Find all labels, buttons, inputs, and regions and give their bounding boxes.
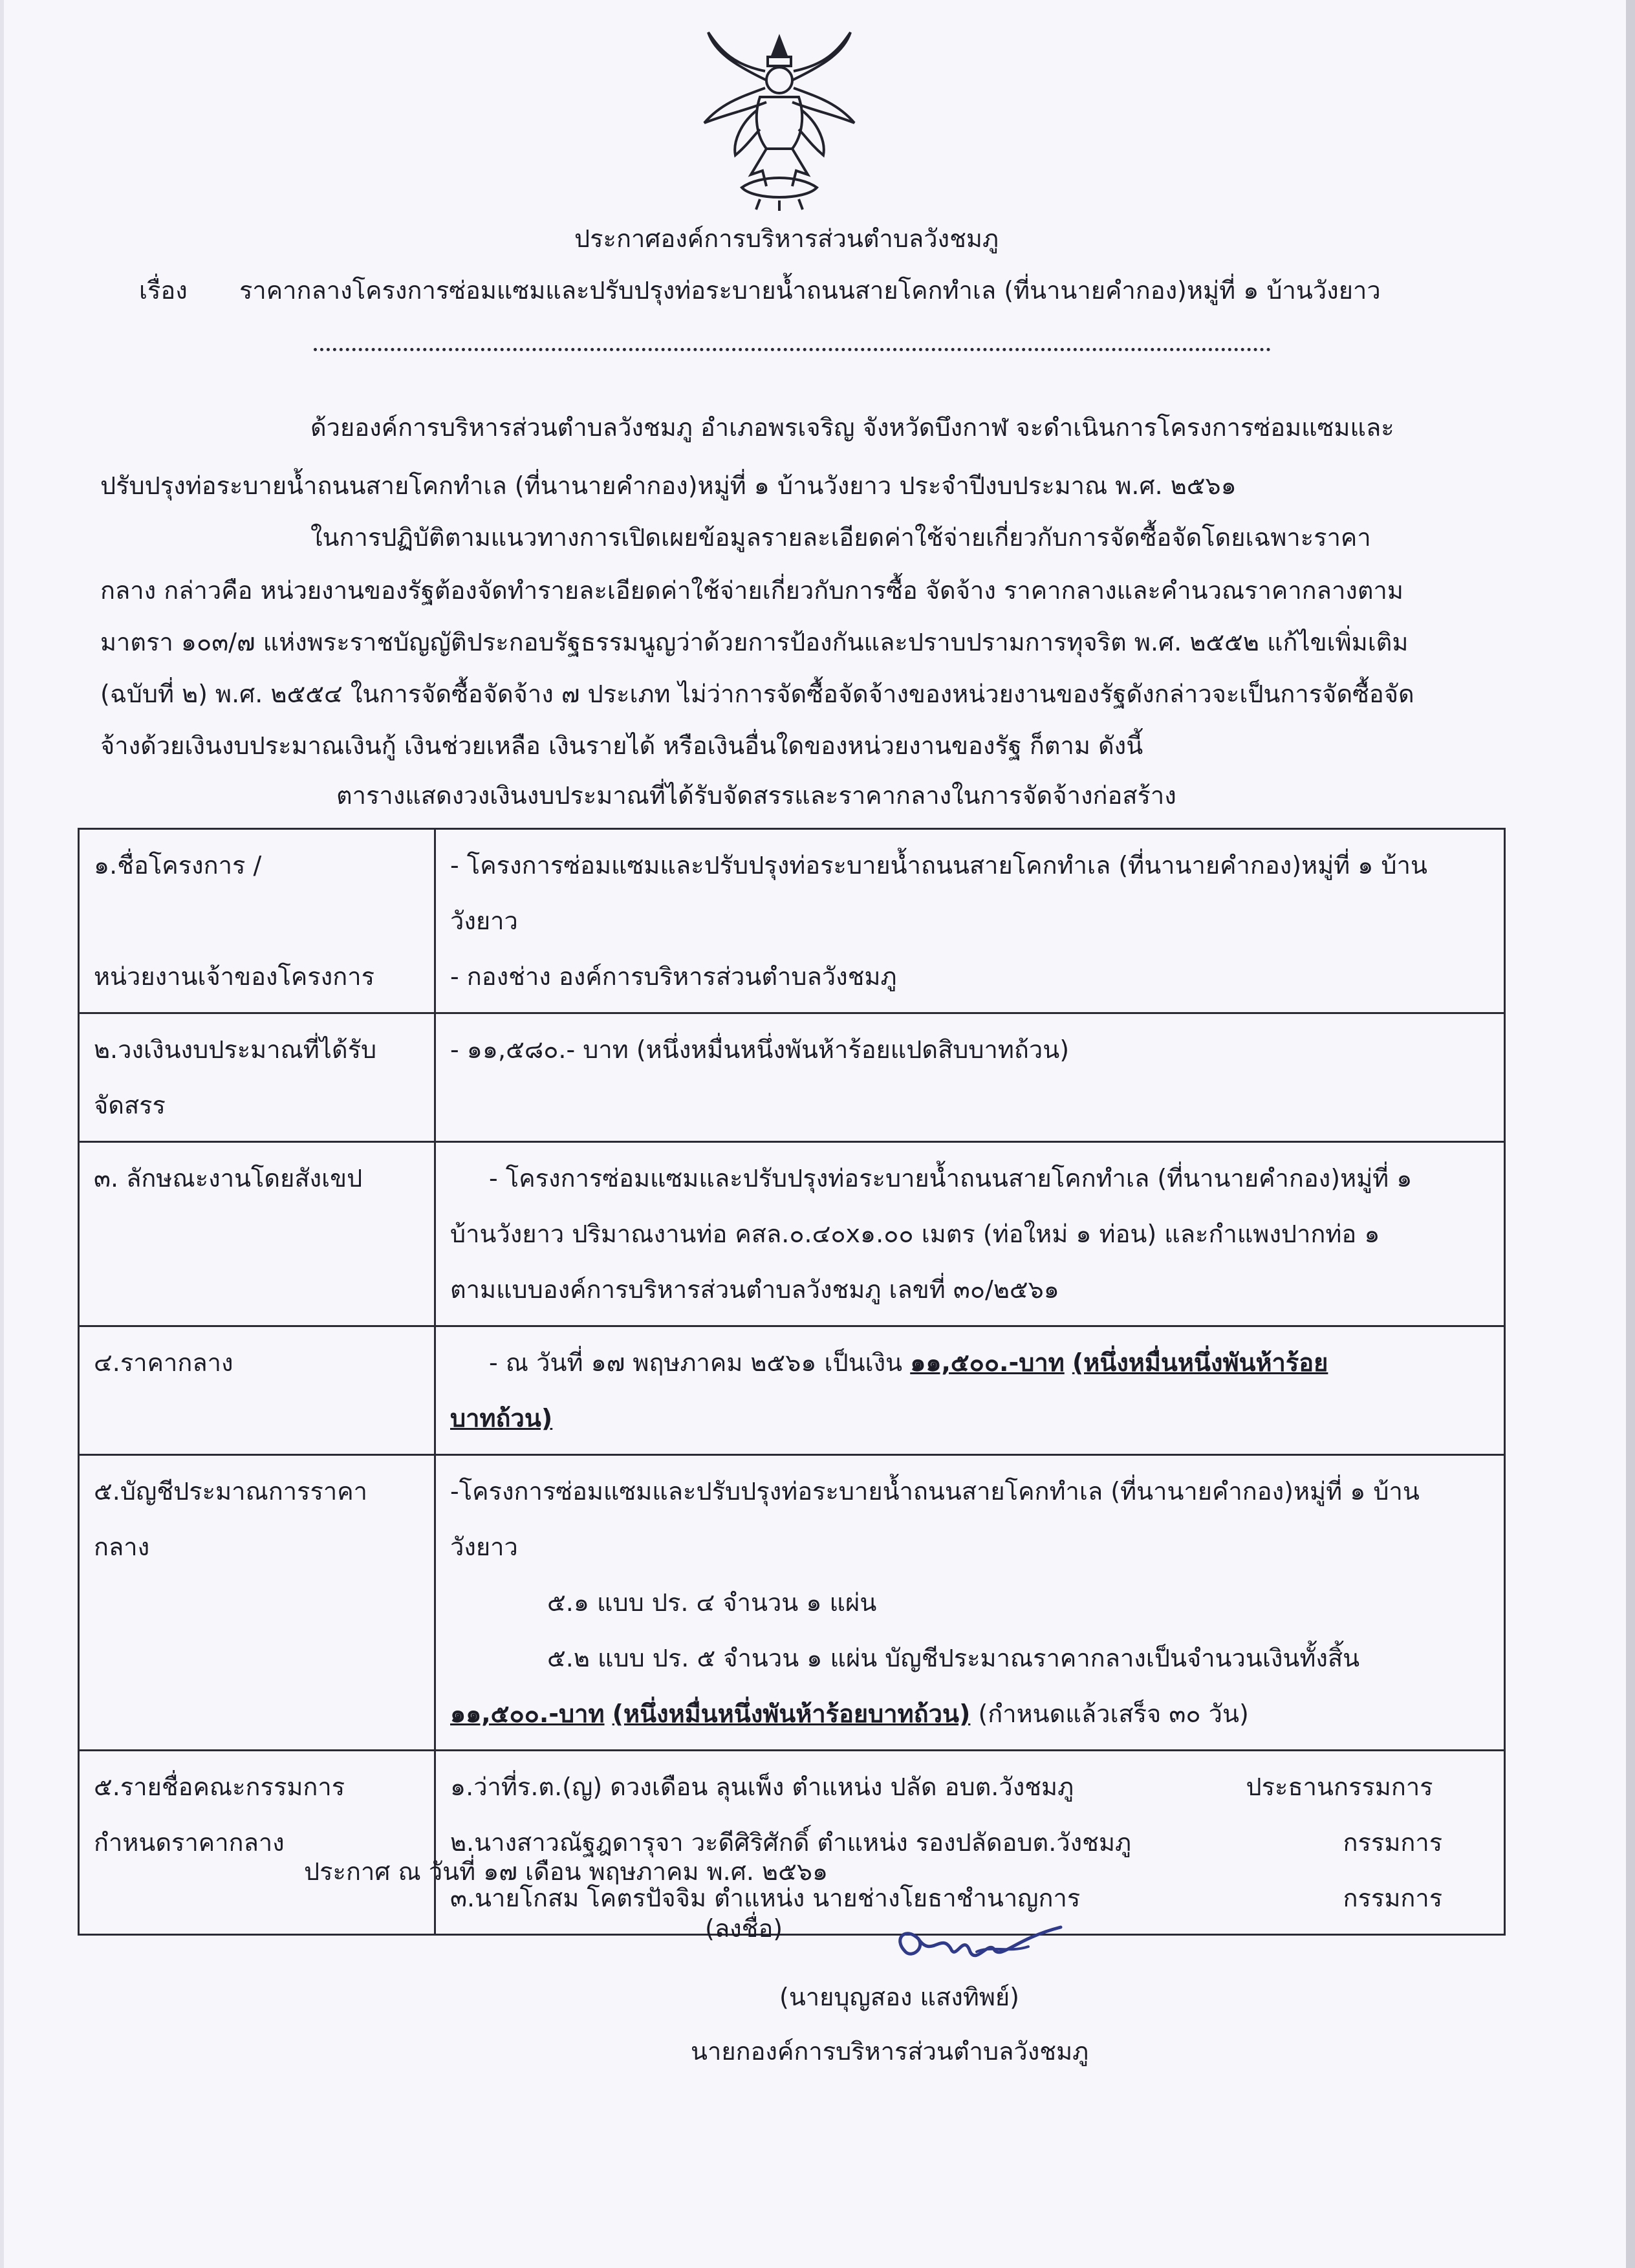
table-row [79,1013,1505,1142]
body-line-6: (ฉบับที่ ๒) พ.ศ. ๒๕๕๔ ในการจัดซื้อจัดจ้าง ๗ ประเภท ไม่ว่าการจัดซื้อจัดจ้างของหน่วยงานของรัฐดังกล่าวจะเป็นการจัดซื้อจัด [100,680,1414,708]
row-5-label-a: ๕.บัญชีประมาณการราคา [94,1477,367,1506]
row-3-value-cell [435,1142,1505,1326]
row-6-label-cell [79,1751,435,1935]
row-1-value-a: - โครงการซ่อมแซมและปรับปรุงท่อระบายน้ำถนนสายโคกทำเล (ที่นานายคำกอง)หมู่ที่ ๑ บ้าน [450,851,1427,880]
row-1-label-a: ๑.ชื่อโครงการ / [94,851,262,880]
row-4-label-a: ๔.ราคากลาง [94,1348,233,1377]
row-2-label-b: จัดสรร [94,1091,166,1119]
row-3-value-b: บ้านวังยาว ปริมาณงานท่อ คสล.๐.๔๐x๑.๐๐ เมตร (ท่อใหม่ ๑ ท่อน) และกำแพงปากท่อ ๑ [450,1220,1380,1248]
body-line-5: มาตรา ๑๐๓/๗ แห่งพระราชบัญญัติประกอบรัฐธรรมนูญว่าด้วยการป้องกันและปราบปรามการทุจริต พ.ศ. ๒๕๕๒ แก้ไขเพิ่มเติม [100,628,1409,656]
row-6-label-a: ๕.รายชื่อคณะกรรมการ [94,1773,345,1801]
committee-member-1-role: ประธานกรรมการ [1246,1773,1433,1801]
row-5-label-cell [79,1455,435,1751]
table-row [79,1751,1505,1935]
table-row [79,1326,1505,1455]
body-line-1: ด้วยองค์การบริหารส่วนตำบลวังชมภู อำเภอพรเจริญ จังหวัดบึงกาฬ จะดำเนินการโครงการซ่อมแซมและ [310,413,1394,442]
row-1-value-cell [435,829,1505,1013]
row-4-value-b [450,1390,1489,1446]
row-4-label-cell [79,1326,435,1455]
row-1-value-b: วังยาว [450,907,518,935]
scan-edge-right [1626,0,1635,2268]
garuda-emblem-icon [695,26,863,213]
announcement-date: ประกาศ ณ วันที่ ๑๗ เดือน พฤษภาคม พ.ศ. ๒๕๖๑ [304,1857,828,1886]
row-2-value-cell [435,1013,1505,1142]
row-5-value-a: -โครงการซ่อมแซมและปรับปรุงท่อระบายน้ำถนนสายโคกทำเล (ที่นานายคำกอง)หมู่ที่ ๑ บ้าน [450,1477,1420,1506]
row-2-value-a: - ๑๑,๕๘๐.- บาท (หนึ่งหมื่นหนึ่งพันห้าร้อยแปดสิบบาทถ้วน) [450,1035,1070,1064]
table-caption: ตารางแสดงวงเงินงบประมาณที่ได้รับจัดสรรและราคากลางในการจัดจ้างก่อสร้าง [336,781,1176,810]
scan-edge-left [0,0,4,2268]
row-6-label-b: กำหนดราคากลาง [94,1828,285,1857]
body-line-3: ในการปฏิบัติตามแนวทางการเปิดเผยข้อมูลรายละเอียดค่าใช้จ่ายเกี่ยวกับการจัดซื้อจัดโดยเฉพาะราคา [310,523,1371,552]
row-4-date-text: - ณ วันที่ ๑๗ พฤษภาคม ๒๕๖๑ เป็นเงิน [489,1348,903,1377]
row-1-label-cell [79,829,435,1013]
body-line-7: จ้างด้วยเงินงบประมาณเงินกู้ เงินช่วยเหลือ เงินรายได้ หรือเงินอื่นใดของหน่วยงานของรัฐ ก็ตาม ดังนี้ [100,731,1143,760]
subject-text: ราคากลางโครงการซ่อมแซมและปรับปรุงท่อระบายน้ำถนนสายโคกทำเล (ที่นานายคำกอง)หมู่ที่ ๑ บ้านวังยาว [239,276,1381,305]
row-5-amount-words: (หนึ่งหมื่นหนึ่งพันห้าร้อยบาทถ้วน) [612,1700,971,1728]
row-4-amount-words-2: บาทถ้วน) [450,1404,553,1432]
row-3-value-c: ตามแบบองค์การบริหารส่วนตำบลวังชมภู เลขที่ ๓๐/๒๕๖๑ [450,1275,1059,1304]
row-3-label-a: ๓. ลักษณะงานโดยสังเขป [94,1164,363,1193]
row-4-amount: ๑๑,๕๐๐.-บาท [910,1348,1065,1377]
subject-label: เรื่อง [139,276,188,305]
row-6-value-cell [435,1751,1505,1935]
committee-member-1 [450,1759,1489,1815]
row-4-value-a [450,1335,1489,1390]
committee-member-2-role: กรรมการ [1343,1828,1443,1857]
row-2-label-cell [79,1013,435,1142]
row-5-value-e [450,1686,1489,1742]
committee-member-3-name: ๓.นายโกสม โคตรปัจจิม ตำแหน่ง นายช่างโยธาชำนาญการ [450,1884,1081,1912]
committee-member-1-name: ๑.ว่าที่ร.ต.(ญ) ดวงเดือน ลุนเพ็ง ตำแหน่ง ปลัด อบต.วังชมภู [450,1773,1074,1801]
row-5-value-b: วังยาว [450,1533,518,1561]
table-row [79,1455,1505,1751]
row-1-label-gap [94,893,420,949]
signatory-name: (นายบุญสอง แสงทิพย์) [779,1983,1019,2011]
row-5-value-d: ๕.๒ แบบ ปร. ๕ จำนวน ๑ แผ่น บัญชีประมาณราคากลางเป็นจำนวนเงินทั้งสิ้น [547,1644,1360,1672]
row-5-label-b: กลาง [94,1533,150,1561]
row-5-duration: (กำหนดแล้วเสร็จ ๓๐ วัน) [978,1700,1249,1728]
announcement-heading: ประกาศองค์การบริหารส่วนตำบลวังชมภู [574,224,999,253]
handwritten-signature [880,1913,1067,1984]
row-5-value-cell [435,1455,1505,1751]
row-1-label-b: หน่วยงานเจ้าของโครงการ [94,962,374,991]
body-line-4: กลาง กล่าวคือ หน่วยงานของรัฐต้องจัดทำรายละเอียดค่าใช้จ่ายเกี่ยวกับการซื้อ จัดจ้าง ราคากลางและคำนวณราคากลางตาม [100,576,1403,605]
row-1-value-c: - กองช่าง องค์การบริหารส่วนตำบลวังชมภู [450,962,897,991]
row-5-value-c: ๕.๑ แบบ ปร. ๔ จำนวน ๑ แผ่น [547,1588,877,1617]
committee-member-3-role: กรรมการ [1343,1884,1443,1912]
row-4-amount-words-1: (หนึ่งหมื่นหนึ่งพันห้าร้อย [1072,1348,1328,1377]
committee-member-2-name: ๒.นางสาวณัฐฎดารุจา วะดีศิริศักดิ์ ตำแหน่ง รองปลัดอบต.วังชมภู [450,1828,1132,1857]
row-4-value-cell [435,1326,1505,1455]
body-line-2: ปรับปรุงท่อระบายน้ำถนนสายโคกทำเล (ที่นานายคำกอง)หมู่ที่ ๑ บ้านวังยาว ประจำปีงบประมาณ พ.ศ. ๒๕๖๑ [100,471,1237,500]
signed-label: (ลงชื่อ) [705,1914,783,1943]
table-row [79,829,1505,1013]
table-row [79,1142,1505,1326]
row-3-label-cell [79,1142,435,1326]
row-3-value-a: - โครงการซ่อมแซมและปรับปรุงท่อระบายน้ำถนนสายโคกทำเล (ที่นานายคำกอง)หมู่ที่ ๑ [489,1164,1413,1193]
signatory-position: นายกองค์การบริหารส่วนตำบลวังชมภู [691,2037,1089,2066]
budget-table [78,828,1506,1936]
row-2-label-a: ๒.วงเงินงบประมาณที่ได้รับ [94,1035,377,1064]
divider-dots [314,348,1271,351]
row-5-amount: ๑๑,๕๐๐.-บาท [450,1700,605,1728]
